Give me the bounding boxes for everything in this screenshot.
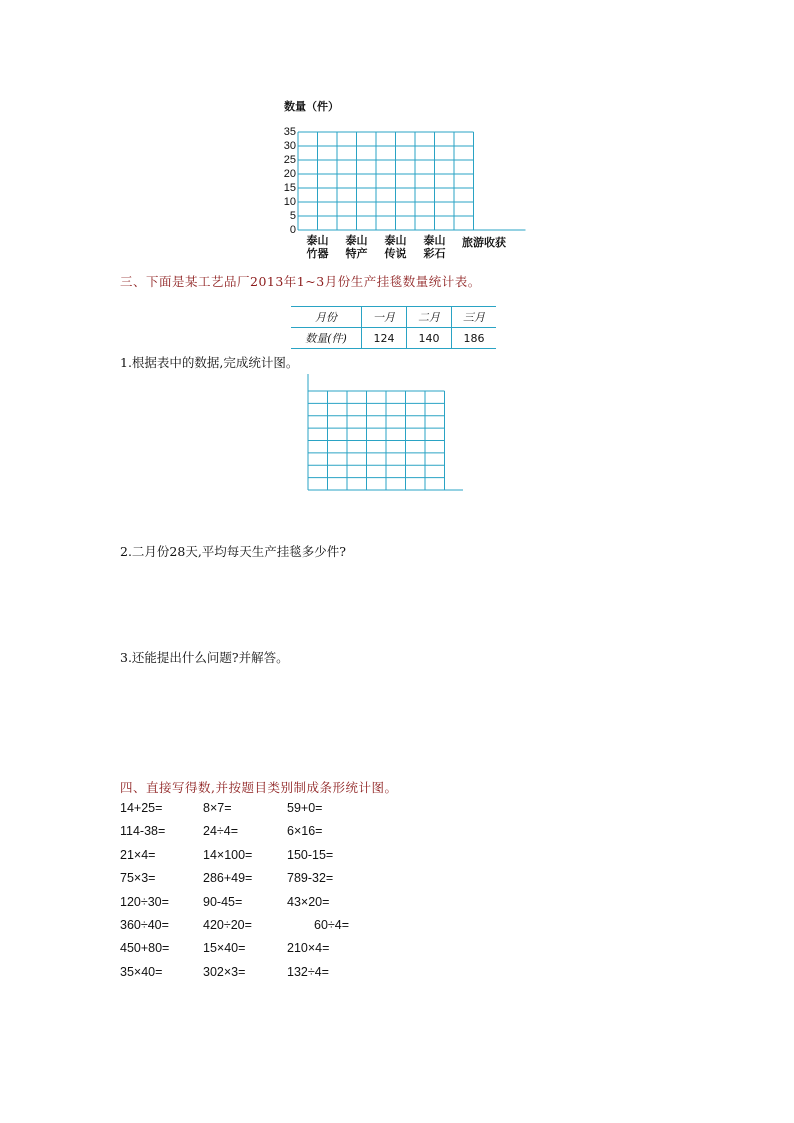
chart1-grid <box>290 125 530 240</box>
calc-item: 450+80= <box>120 941 170 956</box>
calc-item: 286+49= <box>203 871 253 886</box>
y-tick-label: 15 <box>283 182 296 194</box>
calc-item: 90-45= <box>203 894 243 909</box>
table-cell: 一月 <box>362 307 407 328</box>
calc-item: 21×4= <box>120 847 156 862</box>
table-cell: 186 <box>452 328 497 349</box>
calc-item: 35×40= <box>120 964 163 979</box>
chart1-ylabel: 数量（件） <box>284 100 339 113</box>
calc-item: 43×20= <box>287 894 330 909</box>
y-tick-label: 30 <box>283 140 296 152</box>
calc-item: 360÷40= <box>120 918 169 932</box>
calc-item: 24÷4= <box>203 824 239 839</box>
category-label: 泰山 彩石 <box>423 234 446 260</box>
calc-item: 132÷4= <box>287 964 329 979</box>
table-cell: 月份 <box>291 307 362 328</box>
calc-item: 420÷20= <box>203 918 252 932</box>
question-3: 3.还能提出什么问题?并解答。 <box>120 650 289 665</box>
calc-item: 120÷30= <box>120 894 169 909</box>
calc-item: 60÷4= <box>314 918 350 932</box>
category-label: 泰山 传说 <box>384 234 407 260</box>
y-tick-label: 5 <box>289 210 296 222</box>
calc-item: 150-15= <box>287 847 334 862</box>
table-cell: 二月 <box>407 307 452 328</box>
calc-item: 15×40= <box>203 941 246 956</box>
question-1: 1.根据表中的数据,完成统计图。 <box>120 355 299 370</box>
y-tick-label: 25 <box>283 154 296 166</box>
y-tick-label: 0 <box>289 224 296 236</box>
chart2-empty-grid <box>305 372 470 497</box>
calc-item: 14×100= <box>203 847 253 862</box>
calc-item: 114-38= <box>120 824 166 839</box>
chart1-xlabel: 旅游收获 <box>462 236 506 249</box>
table-cell: 124 <box>362 328 407 349</box>
category-label: 泰山 特产 <box>345 234 368 260</box>
category-label: 泰山 竹器 <box>306 234 329 260</box>
table-cell: 三月 <box>452 307 497 328</box>
y-tick-label: 10 <box>283 196 296 208</box>
y-tick-label: 20 <box>283 168 296 180</box>
calc-item: 14+25= <box>120 801 163 815</box>
calc-item: 789-32= <box>287 871 334 886</box>
calc-item: 75×3= <box>120 871 156 886</box>
production-table <box>291 306 496 349</box>
table-cell: 数量(件) <box>291 328 362 349</box>
table-row <box>291 328 496 349</box>
table-header-row <box>291 307 496 328</box>
table-cell: 140 <box>407 328 452 349</box>
calc-item: 210×4= <box>287 941 330 956</box>
question-2: 2.二月份28天,平均每天生产挂毯多少件? <box>120 544 347 559</box>
calc-item: 6×16= <box>287 824 323 839</box>
section3-heading: 三、下面是某工艺品厂2013年1~3月份生产挂毯数量统计表。 <box>120 274 481 289</box>
calc-item: 302×3= <box>203 964 246 979</box>
y-tick-label: 35 <box>283 126 296 138</box>
calc-item: 59+0= <box>287 801 323 815</box>
section4-heading: 四、直接写得数,并按题目类别制成条形统计图。 <box>120 780 398 795</box>
calc-item: 8×7= <box>203 801 232 815</box>
